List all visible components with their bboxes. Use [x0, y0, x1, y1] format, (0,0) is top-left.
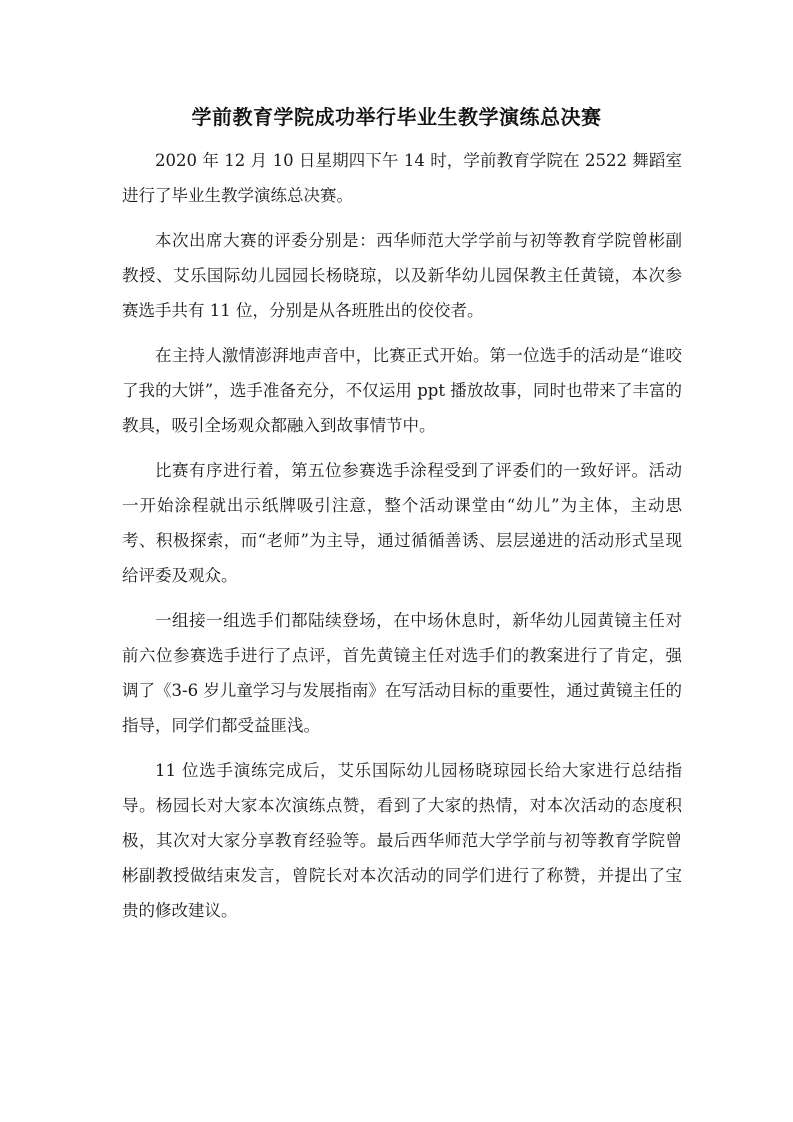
document-title: 学前教育学院成功举行毕业生教学演练总决赛	[191, 105, 602, 129]
document-body	[122, 143, 682, 928]
paragraph-closing-remarks: 11 位选手演练完成后，艾乐国际幼儿园杨晓琼园长给大家进行总结指导。杨园长对大家本次演练点赞，看到了大家的热情，对本次活动的态度积极，其次对大家分享教育经验等。最后西华师范大学学前与初等教育学院曾彬副教授做结束发言，曾院长对本次活动的同学们进行了称赞，并提出了宝贵的修改建议。	[122, 761, 682, 920]
paragraph-judges: 本次出席大赛的评委分别是：西华师范大学学前与初等教育学院曾彬副教授、艾乐国际幼儿园园长杨晓琼，以及新华幼儿园保教主任黄镜，本次参赛选手共有 11 位，分别是从各班胜出的佼佼者。	[122, 231, 682, 320]
paragraph-first-contestant: 在主持人激情澎湃地声音中，比赛正式开始。第一位选手的活动是“谁咬了我的大饼”，选手准备充分，不仅运用 ppt 播放故事，同时也带来了丰富的教具，吸引全场观众都融入到故事情节中。	[122, 346, 682, 435]
paragraph-event-time: 2020 年 12 月 10 日星期四下午 14 时，学前教育学院在 2522 舞蹈室进行了毕业生教学演练总决赛。	[122, 151, 682, 205]
paragraph-midway-review: 一组接一组选手们都陆续登场，在中场休息时，新华幼儿园黄镜主任对前六位参赛选手进行了点评，首先黄镜主任对选手们的教案进行了肯定，强调了《3-6 岁儿童学习与发展指南》在写活动目标的重要性，通过黄镜主任的指导，同学们都受益匪浅。	[122, 611, 682, 735]
paragraph-fifth-contestant: 比赛有序进行着，第五位参赛选手涂程受到了评委们的一致好评。活动一开始涂程就出示纸牌吸引注意，整个活动课堂由“幼儿”为主体，主动思考、积极探索，而“老师”为主导，通过循循善诱、层层递进的活动形式呈现给评委及观众。	[122, 461, 682, 585]
